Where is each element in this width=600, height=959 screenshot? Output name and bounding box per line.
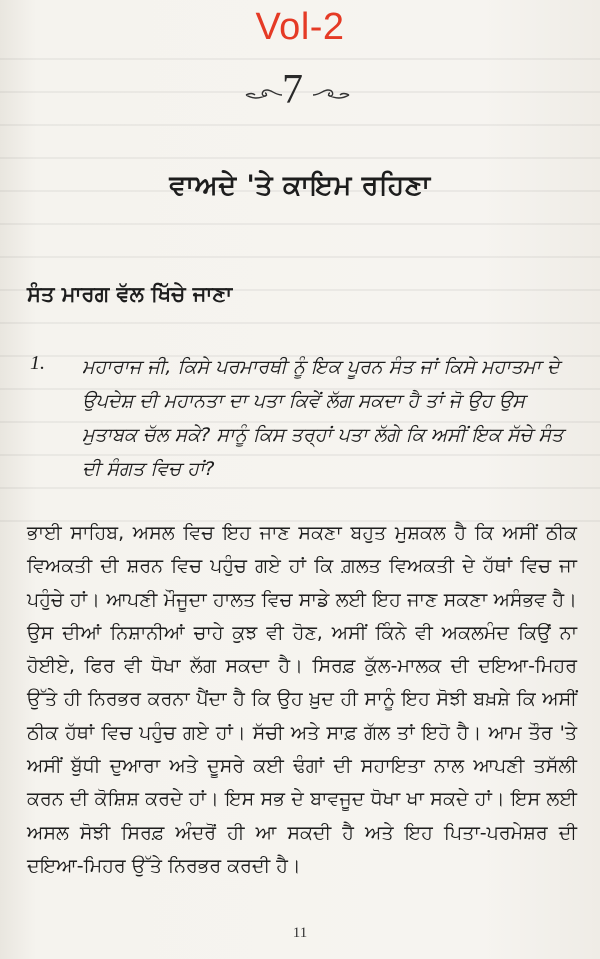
answer-paragraph: ਭਾਈ ਸਾਹਿਬ, ਅਸਲ ਵਿਚ ਇਹ ਜਾਣ ਸਕਣਾ ਬਹੁਤ ਮੁਸ਼ਕਲ ਹੈ ਕਿ ਅਸੀਂ ਠੀਕ ਵਿਅਕਤੀ ਦੀ ਸ਼ਰਨ ਵਿਚ ਪਹੁੰਚ ਗਏ ਹਾਂ ਕਿ ਗ਼ਲਤ ਵਿਅਕਤੀ ਦੇ ਹੱਥਾਂ ਵਿਚ ਜਾ ਪਹੁੰਚੇ ਹਾਂ। ਆਪਣੀ ਮੌਜੂਦਾ ਹਾਲਤ ਵਿਚ ਸਾਡੇ ਲਈ ਇਹ ਜਾਣ ਸਕਣਾ ਅਸੰਭਵ ਹੈ। ਉਸ ਦੀਆਂ ਨਿਸ਼ਾਨੀਆਂ ਚਾਹੇ ਕੁਝ ਵੀ ਹੋਣ, ਅਸੀਂ ਕਿੰਨੇ ਵੀ ਅਕਲਮੰਦ ਕਿਉਂ ਨਾ ਹੋਈਏ, ਫਿਰ ਵੀ ਧੋਖਾ ਲੱਗ ਸਕਦਾ ਹੈ। ਸਿਰਫ਼ ਕੁੱਲ-ਮਾਲਕ ਦੀ ਦਇਆ-ਮਿਹਰ ਉੱਤੇ ਹੀ ਨਿਰਭਰ ਕਰਨਾ ਪੈਂਦਾ ਹੈ ਕਿ ਉਹ ਖ਼ੁਦ ਹੀ ਸਾਨੂੰ ਇਹ ਸੋਝੀ ਬਖ਼ਸ਼ੇ ਕਿ ਅਸੀਂ ਠੀਕ ਹੱਥਾਂ ਵਿਚ ਪਹੁੰਚ ਗਏ ਹਾਂ। ਸੱਚੀ ਅਤੇ ਸਾਫ਼ ਗੱਲ ਤਾਂ ਇਹੋ ਹੈ। ਆਮ ਤੌਰ 'ਤੇ ਅਸੀਂ ਬੁੱਧੀ ਦੁਆਰਾ ਅਤੇ ਦੂਸਰੇ ਕਈ ਢੰਗਾਂ ਦੀ ਸਹਾਇਤਾ ਨਾਲ ਆਪਣੀ ਤਸੱਲੀ ਕਰਨ ਦੀ ਕੋਸ਼ਿਸ਼ ਕਰਦੇ ਹਾਂ। ਇਸ ਸਭ ਦੇ ਬਾਵਜੂਦ ਧੋਖਾ ਖਾ ਸਕਦੇ ਹਾਂ। ਇਸ ਲਈ ਅਸਲ ਸੋਝੀ ਸਿਰਫ਼ ਅੰਦਰੋਂ ਹੀ ਆ ਸਕਦੀ ਹੈ ਅਤੇ ਇਹ ਪਿਤਾ-ਪਰਮੇਸ਼ਰ ਦੀ ਦਇਆ-ਮਿਹਰ ਉੱਤੇ ਨਿਰਭਰ ਕਰਦੀ ਹੈ। (27, 522, 577, 877)
page-number: 11 (292, 925, 308, 941)
left-flourish-icon (245, 88, 283, 102)
question-text: ਮਹਾਰਾਜ ਜੀ, ਕਿਸੇ ਪਰਮਾਰਥੀ ਨੂੰ ਇਕ ਪੂਰਨ ਸੰਤ ਜਾਂ ਕਿਸੇ ਮਹਾਤਮਾ ਦੇ ਉਪਦੇਸ਼ ਦੀ ਮਹਾਨਤਾ ਦਾ ਪਤਾ ਕਿਵੇਂ ਲੱਗ ਸਕਦਾ ਹੈ ਤਾਂ ਜੋ ਉਹ ਉਸ ਮੁਤਾਬਕ ਚੱਲ ਸਕੇ? ਸਾਨੂੰ ਕਿਸ ਤਰ੍ਹਾਂ ਪਤਾ ਲੱਗੇ ਕਿ ਅਸੀਂ ਇਕ ਸੱਚੇ ਸੰਤ ਦੀ ਸੰਗਤ ਵਿਚ ਹਾਂ? (82, 356, 564, 480)
chapter-number: 7 (282, 67, 303, 113)
section-heading: ਸੰਤ ਮਾਰਗ ਵੱਲ ਖਿੱਚੇ ਜਾਣਾ (27, 282, 233, 306)
chapter-heading-ornament (0, 66, 600, 116)
volume-label: Vol-2 (255, 6, 345, 48)
right-flourish-icon (312, 88, 350, 102)
chapter-title: ਵਾਅਦੇ 'ਤੇ ਕਾਇਮ ਰਹਿਣਾ (169, 170, 431, 201)
question-number: 1. (30, 352, 45, 374)
